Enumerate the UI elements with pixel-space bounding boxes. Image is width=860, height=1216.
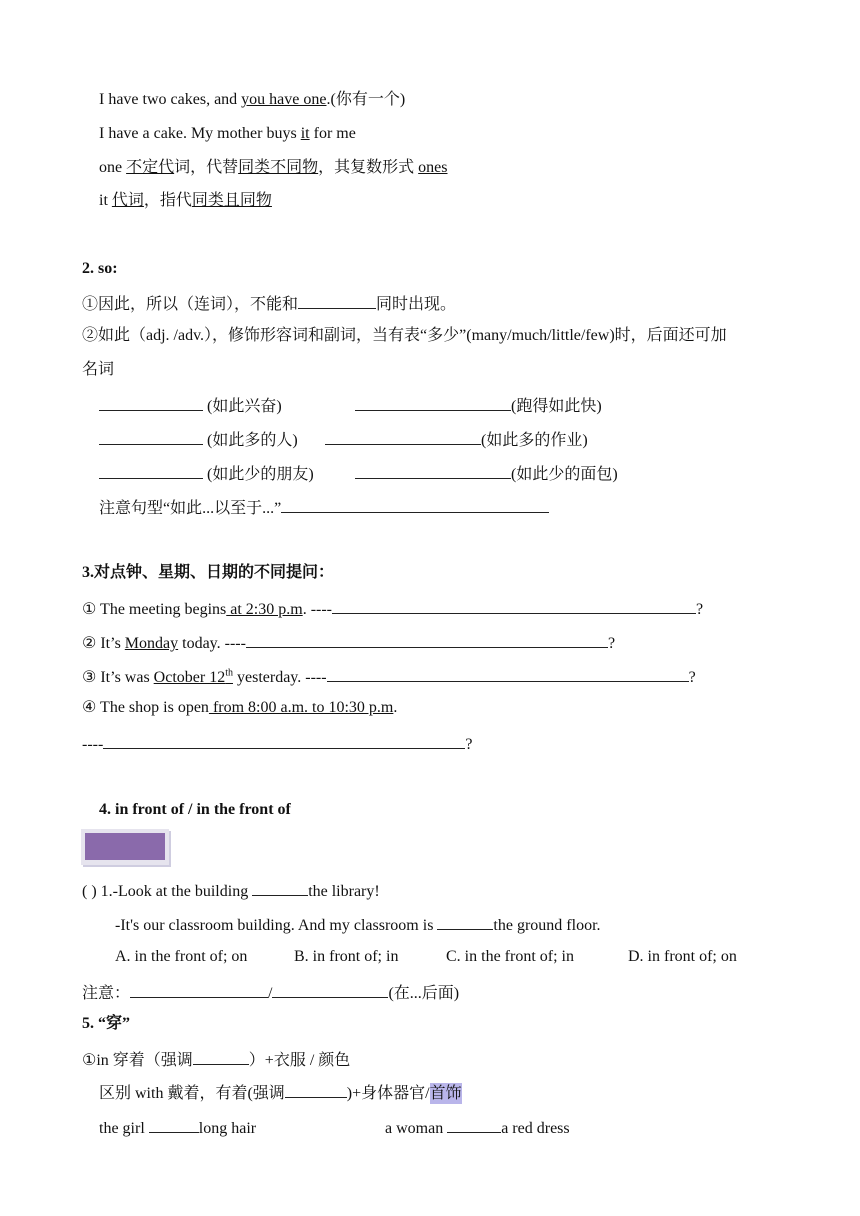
answer-blank[interactable] — [355, 462, 511, 479]
section-2-heading: 2. so: — [82, 260, 118, 277]
s2-row2-left — [99, 428, 298, 451]
answer-blank[interactable] — [325, 428, 481, 445]
underlined-text: you have one — [241, 91, 327, 108]
text: . — [393, 699, 398, 716]
text: ）+衣服 / 颜色 — [248, 1052, 351, 1069]
s3-q2 — [82, 631, 615, 654]
text: .(你有一个) — [326, 91, 406, 108]
text: (如此多的作业) — [481, 432, 588, 449]
underlined-text: from 8:00 a.m. to 10:30 p.m — [208, 699, 394, 716]
s5-line3-right — [385, 1116, 570, 1139]
answer-blank[interactable] — [332, 597, 696, 614]
s2-line1 — [82, 292, 456, 315]
section-5-heading: 5. “穿” — [82, 1015, 131, 1032]
text: )+身体器官/ — [346, 1085, 430, 1102]
text: yesterday. ---- — [232, 669, 327, 686]
text: . ---- — [302, 601, 332, 618]
s2-row2-right — [325, 428, 588, 451]
text: ② It’s — [82, 635, 125, 652]
text: ? — [607, 635, 616, 652]
s5-line1 — [82, 1048, 350, 1071]
text: October 12 — [153, 669, 226, 686]
s1-line4 — [99, 191, 272, 211]
answer-blank[interactable] — [99, 462, 203, 479]
s1-line1 — [99, 90, 405, 110]
color-swatch-image — [81, 829, 169, 865]
text: -It's our classroom building. And my classroom is — [115, 917, 438, 934]
answer-blank[interactable] — [130, 981, 268, 998]
s2-row3-right — [355, 462, 618, 485]
s5-line3-left — [99, 1116, 256, 1139]
text: (如此少的面包) — [511, 466, 618, 483]
text: ③ It’s was — [82, 669, 154, 686]
s4-question-line2 — [115, 913, 601, 936]
text: ①因此，所以（连词），不能和 — [82, 296, 299, 313]
answer-blank[interactable] — [272, 981, 388, 998]
text: / — [268, 985, 273, 1002]
answer-blank[interactable] — [437, 913, 493, 930]
text: 注意句型“如此...以至于...” — [99, 500, 282, 517]
highlighted-text: 首饰 — [429, 1085, 462, 1102]
s2-row1-right — [355, 394, 602, 417]
s3-q4-answer — [82, 732, 472, 755]
text: ? — [696, 601, 704, 618]
section-4-heading: 4. in front of / in the front of — [99, 801, 291, 818]
answer-blank[interactable] — [447, 1116, 501, 1133]
text: 注意： — [82, 985, 131, 1002]
s1-line2 — [99, 124, 356, 144]
text: the ground floor. — [493, 917, 601, 934]
s2-note — [99, 496, 549, 519]
underlined-text — [154, 669, 233, 686]
answer-blank[interactable] — [355, 394, 511, 411]
answer-blank[interactable] — [99, 394, 203, 411]
s3-q3 — [82, 665, 696, 688]
option-c[interactable]: C. in the front of; in — [446, 948, 574, 965]
underlined-text: ones — [418, 159, 448, 176]
text: for me — [309, 125, 356, 142]
answer-blank[interactable] — [252, 879, 308, 896]
text: (跑得如此快) — [511, 398, 602, 415]
text: ---- — [82, 736, 104, 753]
text: I have a cake. My mother buys — [99, 125, 301, 142]
s3-q1 — [82, 597, 703, 620]
s2-row1-left — [99, 394, 282, 417]
underlined-text: 代词 — [111, 192, 144, 209]
s1-line3 — [99, 158, 448, 178]
section-3-heading: 3.对点钟、星期、日期的不同提问： — [82, 564, 335, 581]
superscript: th — [225, 667, 233, 679]
underlined-text: 不定代 — [126, 159, 175, 176]
answer-blank[interactable] — [103, 732, 465, 749]
answer-blank[interactable] — [281, 496, 549, 513]
s2-line2: ②如此（adj. /adv.），修饰形容词和副词，当有表“多少”(many/much/little/few)时，后面还可加 — [82, 327, 727, 344]
text: I have two cakes, and — [99, 91, 242, 108]
underlined-text: 同类不同物 — [238, 159, 319, 176]
text: 区别 with 戴着，有着(强调 — [99, 1085, 285, 1102]
text: ① The meeting begins — [82, 601, 227, 618]
s4-question — [82, 879, 380, 902]
text: ( ) 1.-Look at the building — [82, 883, 253, 900]
swatch-fill — [85, 833, 165, 860]
s3-q4 — [82, 698, 397, 718]
option-b[interactable]: B. in front of; in — [294, 948, 399, 965]
answer-blank[interactable] — [285, 1081, 347, 1098]
text: ④ The shop is open — [82, 699, 209, 716]
s2-line3: 名词 — [82, 361, 115, 378]
text: 同时出现。 — [376, 296, 457, 313]
text: ? — [688, 669, 696, 686]
text: it — [99, 192, 112, 209]
answer-blank[interactable] — [246, 631, 608, 648]
text: (如此少的朋友) — [203, 466, 314, 483]
text: the girl — [99, 1120, 149, 1137]
text: a woman — [385, 1120, 448, 1137]
underlined-text: at 2:30 p.m — [226, 601, 303, 618]
underlined-text: Monday — [124, 635, 179, 652]
answer-blank[interactable] — [149, 1116, 199, 1133]
option-d[interactable]: D. in front of; on — [628, 948, 737, 965]
text: today. ---- — [178, 635, 246, 652]
text: one — [99, 159, 127, 176]
text: long hair — [198, 1120, 257, 1137]
answer-blank[interactable] — [327, 665, 689, 682]
text: ①in 穿着（强调 — [82, 1052, 193, 1069]
underlined-text: 同类且同物 — [191, 192, 272, 209]
text: a red dress — [501, 1120, 570, 1137]
text: ，指代 — [143, 192, 192, 209]
s2-row3-left — [99, 462, 314, 485]
answer-blank[interactable] — [298, 292, 376, 309]
underlined-text: it — [300, 125, 310, 142]
text: ，其复数形式 — [318, 159, 419, 176]
s5-line2 — [99, 1081, 462, 1104]
text: (在...后面) — [388, 985, 460, 1002]
s4-note — [82, 981, 459, 1004]
text: 词，代替 — [174, 159, 239, 176]
text: (如此兴奋) — [203, 398, 282, 415]
text: (如此多的人) — [203, 432, 298, 449]
text: the library! — [308, 883, 380, 900]
answer-blank[interactable] — [99, 428, 203, 445]
text: ? — [465, 736, 473, 753]
option-a[interactable]: A. in the front of; on — [115, 948, 248, 965]
answer-blank[interactable] — [193, 1048, 249, 1065]
